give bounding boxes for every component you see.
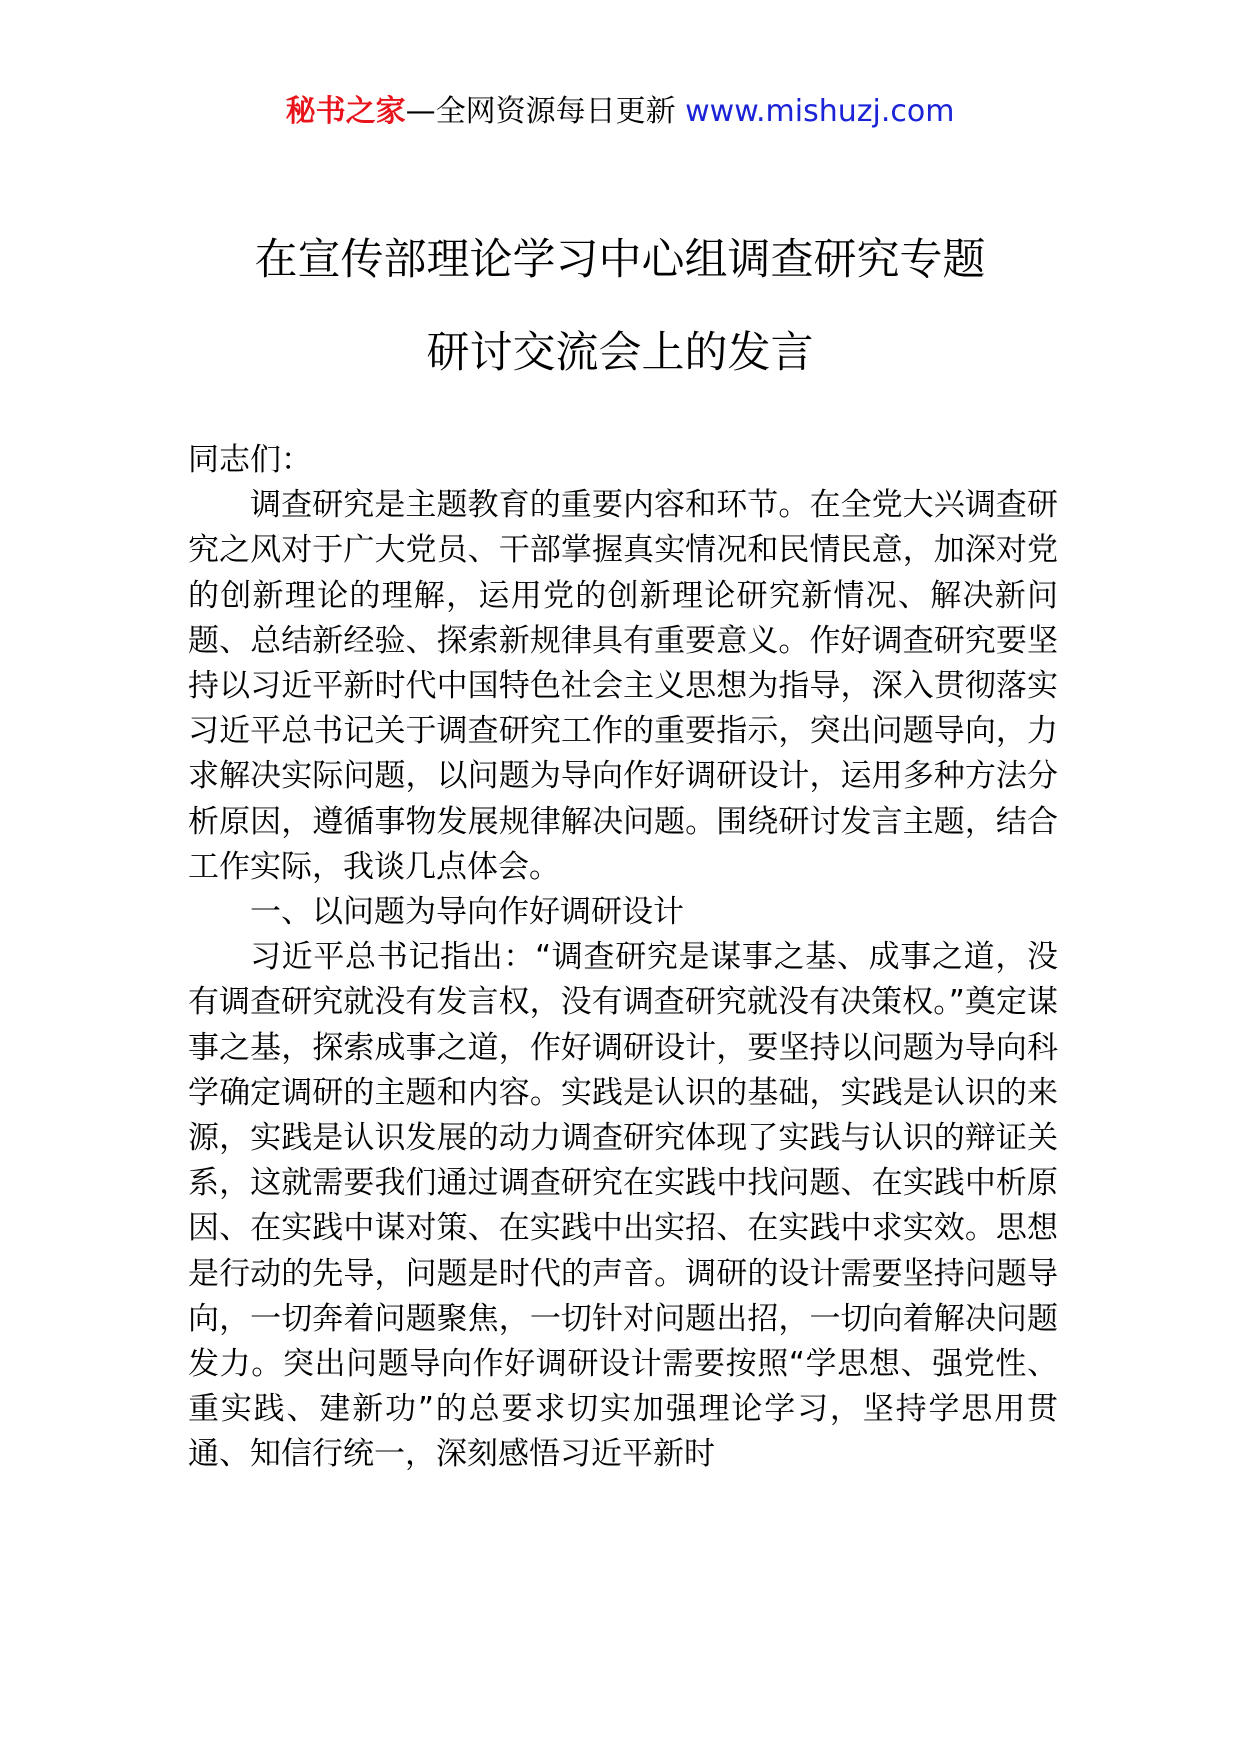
section-heading-1: 一、以问题为导向作好调研设计 [250, 894, 684, 931]
site-brand: 秘书之家 [285, 94, 406, 129]
site-url-link[interactable]: www.mishuzj.com [685, 94, 955, 129]
site-tagline: —全网资源每日更新 [405, 94, 686, 129]
document-title-line-2: 研讨交流会上的发言 [426, 328, 814, 378]
salutation: 同志们： [188, 442, 312, 478]
document-body [188, 438, 1058, 1478]
paragraph-intro: 调查研究是主题教育的重要内容和环节。在全党大兴调查研究之风对于广大党员、干部掌握真实情况和民情民意，加深对党的创新理论的理解，运用党的创新理论研究新情况、解决新问题、总结新经验、探索新规律具有重要意义。作好调查研究要坚持以习近平新时代中国特色社会主义思想为指导，深入贯彻落实习近平总书记关于调查研究工作的重要指示，突出问题导向，力求解决实际问题，以问题为导向作好调研设计，运用多种方法分析原因，遵循事物发展规律解决问题。围绕研讨发言主题，结合工作实际，我谈几点体会。 [188, 487, 1058, 885]
paragraph-section-1: 习近平总书记指出：“调查研究是谋事之基、成事之道，没有调查研究就没有发言权，没有调查研究就没有决策权。”奠定谋事之基，探索成事之道，作好调研设计，要坚持以问题为导向科学确定调研的主题和内容。实践是认识的基础，实践是认识的来源，实践是认识发展的动力调查研究体现了实践与认识的辩证关系，这就需要我们通过调查研究在实践中找问题、在实践中析原因、在实践中谋对策、在实践中出实招、在实践中求实效。思想是行动的先导，问题是时代的声音。调研的设计需要坚持问题导向，一切奔着问题聚焦，一切针对问题出招，一切向着解决问题发力。突出问题导向作好调研设计需要按照“学思想、强党性、重实践、建新功”的总要求切实加强理论学习，坚持学思用贯通、知信行统一，深刻感悟习近平新时 [188, 939, 1058, 1473]
site-header [0, 92, 1240, 132]
document-title-line-1: 在宣传部理论学习中心组调查研究专题 [254, 235, 986, 285]
